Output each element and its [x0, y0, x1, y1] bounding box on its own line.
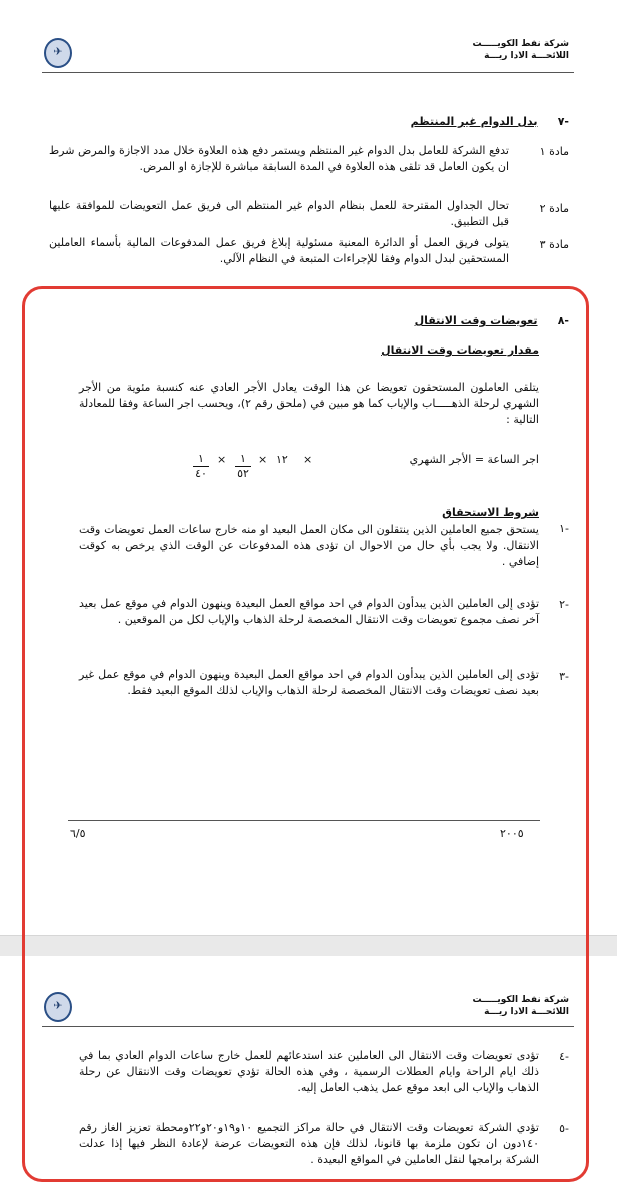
header-manual-2: اللائحـــة الادا ريـــة: [484, 1007, 569, 1017]
header-divider: [42, 72, 574, 73]
item-4-text: تؤدى تعويضات وقت الانتقال الى العاملين عند استدعائهم للعمل خارج ساعات الدوام العادي بما في ذلك ايام الراحة وايام العطلات الرسمية ، وفي هذه الحالة تؤدي تعويضات وقت الانتقال عن رحلة الذهاب والإياب الى ابعد موقع عمل يذهب العامل إليه.: [79, 1049, 539, 1094]
article-3-label: مادة ٣: [539, 238, 569, 251]
item-5-number: -٥: [559, 1122, 569, 1135]
condition-1-number: -١: [559, 522, 569, 535]
article-1-text: تدفع الشركة للعامل بدل الدوام غير المنتظم ويستمر دفع هذه العلاوة خلال مدد الاجازة والمرض شرط ان يكون العامل قد تلقى هذه العلاوة في المدة السابقة مباشرة للإجازة او المرض.: [49, 144, 509, 173]
formula-times-2: ×: [258, 453, 268, 466]
item-5-text: تؤدي الشركة تعويضات وقت الانتقال في حالة مراكز التجميع ١٠و١٩و٢٠و٢٢ومحطة تعزيز الغاز رقم ١٤٠دون ان تكون ملزمة بها قانونا، لذلك فإن هذه التعويضات عرضة لإعادة النظر فيها إذا عدلت الشركة برامجها لنقل العاملين في المواقع البعيدة .: [79, 1121, 539, 1166]
frac1-numerator: ١: [235, 452, 251, 467]
section-8-subtitle: مقدار تعويضات وقت الانتقال: [381, 344, 539, 357]
highlight-annotation-box: [22, 286, 589, 1182]
header-manual: اللائحـــة الادا ريـــة: [484, 51, 569, 61]
condition-2-text: تؤدى إلى العاملين الذين يبدأون الدوام في احد مواقع العمل البعيدة وينهون الدوام في موقع عمل بعيد آخر نصف مجموع تعويضات وقت الانتقال المخصصة لرحلة الذهاب والإياب لكل من الموقعين .: [79, 597, 539, 626]
company-logo-icon: ✈: [44, 38, 72, 68]
section-7-title: بدل الدوام غير المنتظم: [410, 115, 538, 128]
article-2-label: مادة ٢: [539, 202, 569, 215]
condition-1-text: يستحق جميع العاملين الذين ينتقلون الى مكان العمل البعيد او منه خارج ساعات العمل تعويضات وقت الانتقال. ولا يجب بأي حال من الاحوال ان تؤدى هذه المدفوعات عن الوقت الذي يرخص به كوقت إضافي .: [79, 523, 539, 568]
formula-times-3: ×: [217, 453, 227, 466]
condition-2-number: -٢: [559, 598, 569, 611]
article-3-text: يتولى فريق العمل أو الدائرة المعنية مسئولية إبلاغ فريق عمل المدفوعات المالية بأسماء العاملين المستحقين لبدل الدوام وفقا للإجراءات المتبعة في النظام الآلي.: [49, 236, 509, 265]
condition-3-number: -٣: [559, 670, 569, 683]
condition-3-text: تؤدى إلى العاملين الذين يبدأون الدوام في احد مواقع العمل البعيدة وينهون الدوام في موقع عمل غير بعيد نصف تعويضات وقت الانتقال المخصصة لرحلة الذهاب والإياب لذلك الموقع البعيد فقط.: [79, 668, 539, 697]
header-company: شركة نفط الكويـــــت: [472, 39, 569, 49]
footer-year: ٢٠٠٥: [500, 827, 524, 840]
formula-twelve: ١٢: [276, 453, 288, 466]
footer-page-number: ٦/٥: [70, 827, 86, 840]
frac1-denominator: ٥٢: [237, 467, 249, 480]
section-8-intro: يتلقى العاملون المستحقون تعويضا عن هذا الوقت يعادل الأجر العادي عنه كنسبة مئوية من الأجر الشهري لرحلة الذهـــــاب والإياب كما هو مبين في (ملحق رقم ٢)، ويحسب اجر الساعة وفقا للمعادلة التالية :: [79, 381, 539, 426]
section-8-title: تعويضات وقت الانتقال: [414, 314, 538, 327]
article-2-text: تحال الجداول المقترحة للعمل بنظام الدوام غير المنتظم الى فريق عمل التعويضات للموافقة عليها قبل التطبيق.: [49, 199, 509, 228]
company-logo-icon-2: ✈: [44, 992, 72, 1022]
conditions-title: شروط الاستحقاق: [442, 506, 539, 519]
article-1-label: مادة ١: [539, 145, 569, 158]
section-7-heading: [49, 110, 569, 129]
section-8-number: -٨: [557, 314, 569, 327]
item-4-number: -٤: [559, 1050, 569, 1063]
formula-lhs: اجر الساعة = الأجر الشهري: [409, 453, 539, 466]
section-7-number: -٧: [557, 115, 569, 128]
frac2-numerator: ١: [193, 452, 209, 467]
formula-times-1: ×: [303, 453, 313, 466]
frac2-denominator: ٤٠: [195, 467, 207, 480]
header-company-2: شركة نفط الكويـــــت: [472, 995, 569, 1005]
